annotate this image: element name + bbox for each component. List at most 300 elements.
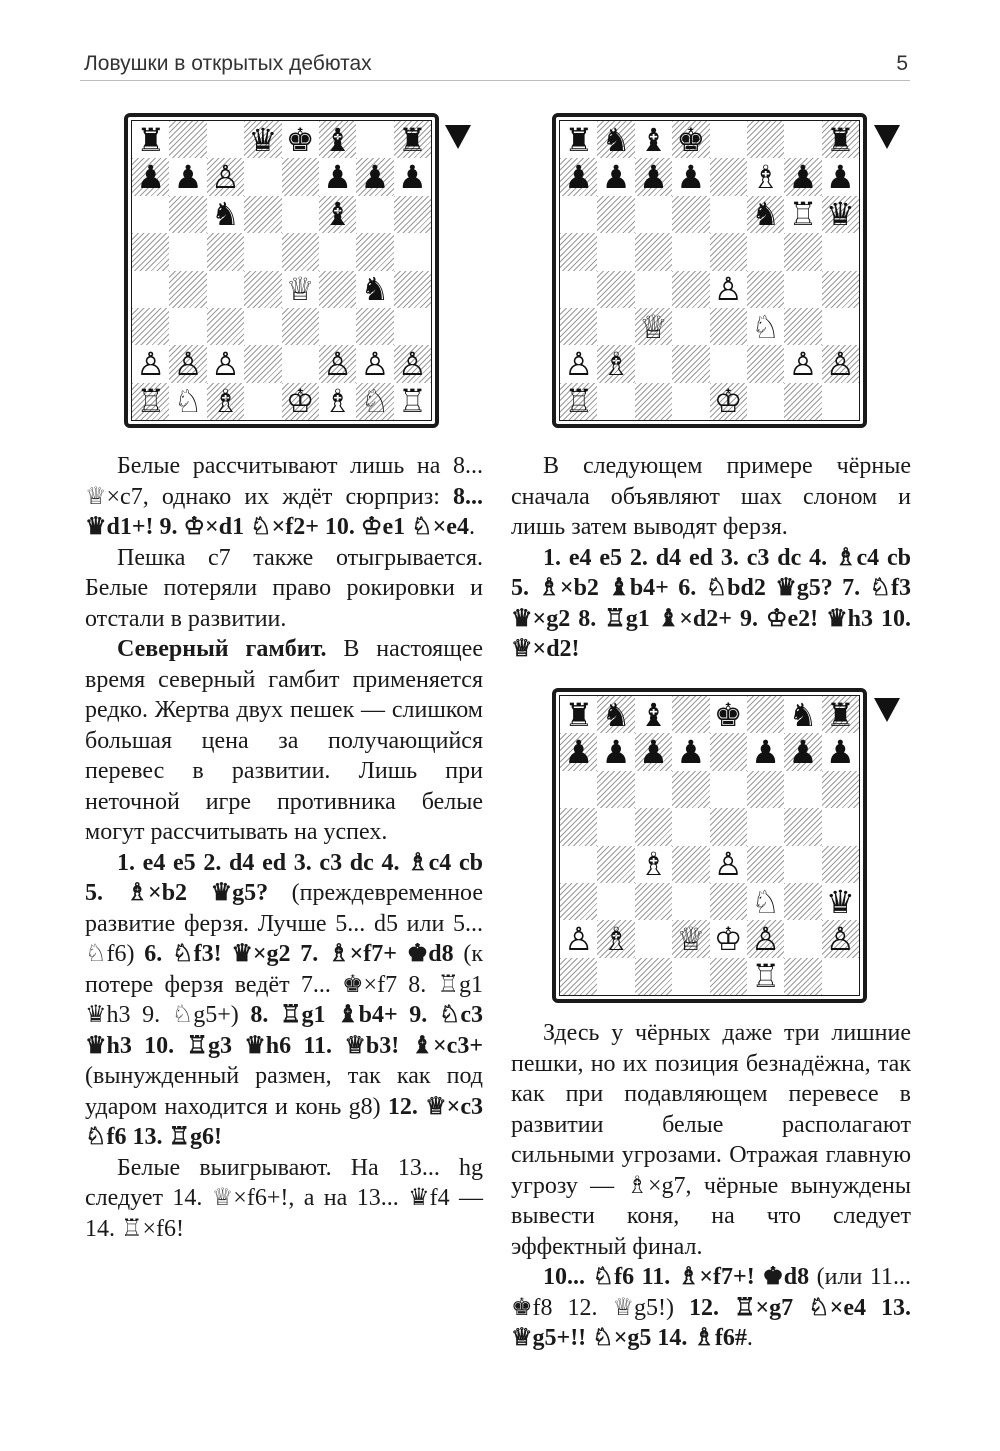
white-pawn-icon: ♙ [751,920,780,958]
square-h4 [822,846,859,883]
square-g3 [784,308,821,345]
text-run: В следующем примере чёрные сначала объявляют шах слоном и лишь затем выводят ферзя. [511,453,911,540]
square-b8 [597,696,634,733]
white-pawn-icon: ♙ [323,345,352,383]
black-pawn-icon: ♟ [601,733,631,771]
square-f4 [319,271,356,308]
black-pawn-icon: ♟ [825,733,855,771]
square-e6 [710,771,747,808]
black-to-move-icon [874,698,900,722]
square-b5 [169,233,206,270]
square-c3 [635,308,672,345]
move-notation: 8. ♖g1 ♝b4+ 9. ♘c3 ♛h3 10. ♖g3 ♛h6 11. ♕b3! ♝×c3+ [85,1002,483,1059]
square-g8 [784,696,821,733]
square-e6 [710,196,747,233]
square-e8 [710,121,747,158]
white-rook-icon: ♖ [788,195,818,234]
square-e8 [710,696,747,733]
square-f7 [319,158,356,195]
square-d6 [672,196,709,233]
text-run: . [468,514,475,540]
black-pawn-icon: ♟ [173,158,203,196]
square-c8 [635,121,672,158]
square-c7 [635,158,672,195]
square-b8 [597,121,634,158]
square-a5 [560,808,597,845]
square-d2 [672,345,709,382]
square-e5 [282,233,319,270]
square-g7 [784,158,821,195]
black-rook-icon: ♜ [825,121,855,159]
square-h7 [394,158,431,195]
text-run: Пешка c7 также отыгрывается. Белые потеряли право рокировки и отстали в развитии. [85,544,483,632]
chess-diagram-2 [552,113,867,428]
square-e4 [710,846,747,883]
white-knight-icon: ♘ [173,382,203,420]
square-h2 [822,345,859,382]
square-d7 [672,733,709,770]
black-knight-icon: ♞ [751,195,780,234]
black-pawn-icon: ♟ [564,733,594,771]
white-queen-icon: ♕ [285,270,315,308]
board-grid [559,695,860,996]
square-f4 [747,271,784,308]
square-h6 [822,771,859,808]
square-f3 [319,308,356,345]
square-b4 [597,846,634,883]
square-d4 [672,271,709,308]
square-c5 [635,808,672,845]
black-rook-icon: ♜ [397,121,427,159]
square-a6 [132,196,169,233]
white-knight-icon: ♘ [751,882,780,921]
black-pawn-icon: ♟ [601,158,631,196]
square-f8 [747,121,784,158]
square-b1 [597,958,634,995]
white-knight-icon: ♘ [751,307,780,346]
square-a8 [560,121,597,158]
square-e3 [282,308,319,345]
square-c4 [635,271,672,308]
square-h3 [822,883,859,920]
square-f1 [747,958,784,995]
chess-diagram-3 [552,688,867,1003]
black-pawn-icon: ♟ [323,158,352,196]
square-d3 [672,883,709,920]
white-king-icon: ♔ [713,382,743,420]
square-c1 [635,383,672,420]
square-d7 [244,158,281,195]
square-e5 [710,808,747,845]
square-g8 [356,121,393,158]
square-g6 [784,196,821,233]
black-pawn-icon: ♟ [564,158,594,196]
square-g4 [356,271,393,308]
black-pawn-icon: ♟ [676,733,706,771]
white-pawn-icon: ♙ [564,920,594,958]
page-header [80,46,910,81]
square-g6 [784,771,821,808]
square-e1 [710,383,747,420]
black-rook-icon: ♜ [136,121,166,159]
square-f7 [747,733,784,770]
square-a1 [132,383,169,420]
square-c5 [207,233,244,270]
square-b8 [169,121,206,158]
square-f5 [747,808,784,845]
black-pawn-icon: ♟ [788,733,818,771]
square-a6 [560,771,597,808]
square-b7 [597,158,634,195]
black-pawn-icon: ♟ [136,158,166,196]
square-g7 [784,733,821,770]
paragraph [85,634,483,848]
text-run: (вынужденный размен, так как под ударом находится и конь g8) [85,1063,483,1120]
square-f6 [747,771,784,808]
square-d8 [672,121,709,158]
square-f7 [747,158,784,195]
square-b4 [169,271,206,308]
paragraph [511,543,911,665]
black-to-move-icon [874,125,900,149]
square-a1 [560,958,597,995]
square-g3 [356,308,393,345]
move-notation: 12. ♖×g7 ♘×e4 13. ♕g5+!! ♘×g5 14. ♗f6# [511,1294,911,1351]
square-d8 [244,121,281,158]
square-g6 [356,196,393,233]
square-e3 [710,308,747,345]
white-queen-icon: ♕ [676,920,706,958]
square-d1 [672,383,709,420]
black-bishop-icon: ♝ [639,696,668,734]
paragraph [85,543,483,635]
move-notation: 12. ♕×c3 ♘f6 13. ♖g6! [85,1093,483,1150]
square-d5 [244,233,281,270]
square-e5 [710,233,747,270]
square-f8 [319,121,356,158]
paragraph [511,1262,911,1354]
right-column-top-text [511,451,911,665]
square-c7 [635,733,672,770]
square-f1 [319,383,356,420]
square-d3 [672,308,709,345]
square-g2 [784,345,821,382]
square-b2 [169,345,206,382]
square-a5 [132,233,169,270]
white-pawn-icon: ♙ [825,345,855,383]
white-king-icon: ♔ [285,382,315,420]
square-c7 [207,158,244,195]
white-rook-icon: ♖ [136,382,166,420]
square-b5 [597,233,634,270]
square-b2 [597,920,634,957]
black-rook-icon: ♜ [564,696,594,734]
white-pawn-icon: ♙ [136,345,166,383]
white-bishop-icon: ♗ [323,382,352,420]
square-e7 [710,158,747,195]
square-h5 [394,233,431,270]
move-notation: Северный гамбит. [117,636,327,662]
square-c3 [635,883,672,920]
square-g2 [784,920,821,957]
square-f8 [747,696,784,733]
square-e2 [710,345,747,382]
square-a8 [560,696,597,733]
square-d3 [244,308,281,345]
square-d2 [672,920,709,957]
square-c2 [635,920,672,957]
white-bishop-icon: ♗ [751,158,780,196]
white-pawn-icon: ♙ [825,920,855,958]
black-knight-icon: ♞ [360,270,390,308]
square-f4 [747,846,784,883]
white-queen-icon: ♕ [639,307,668,346]
square-a6 [560,196,597,233]
move-notation: 10... ♘f6 11. ♗×f7+! ♚d8 [543,1264,810,1290]
white-rook-icon: ♖ [751,957,780,995]
white-pawn-icon: ♙ [713,270,743,308]
paragraph [85,1153,483,1245]
square-h5 [822,808,859,845]
square-h4 [394,271,431,308]
black-bishop-icon: ♝ [323,195,352,234]
black-knight-icon: ♞ [601,121,631,159]
white-rook-icon: ♖ [397,382,427,420]
black-rook-icon: ♜ [564,121,594,159]
square-d1 [244,383,281,420]
black-rook-icon: ♜ [825,696,855,734]
square-e4 [710,271,747,308]
square-h5 [822,233,859,270]
square-g2 [356,345,393,382]
black-king-icon: ♚ [713,696,743,734]
black-knight-icon: ♞ [211,195,240,234]
square-h1 [394,383,431,420]
page-number: 5 [896,52,908,75]
square-e1 [710,958,747,995]
white-pawn-icon: ♙ [360,345,390,383]
square-a7 [560,733,597,770]
square-a2 [132,345,169,382]
square-h1 [822,383,859,420]
square-a4 [560,846,597,883]
black-knight-icon: ♞ [788,696,818,734]
square-f2 [747,920,784,957]
square-d1 [672,958,709,995]
black-queen-icon: ♛ [825,195,855,234]
square-a1 [560,383,597,420]
square-a7 [132,158,169,195]
square-b1 [169,383,206,420]
black-king-icon: ♚ [676,121,706,159]
black-pawn-icon: ♟ [397,158,427,196]
square-d4 [672,846,709,883]
square-h2 [822,920,859,957]
square-c8 [207,121,244,158]
square-c1 [207,383,244,420]
move-notation: 6. ♘f3! ♛×g2 7. ♗×f7+ ♚d8 [144,941,454,967]
square-a2 [560,920,597,957]
square-b5 [597,808,634,845]
black-queen-icon: ♛ [825,882,855,921]
white-rook-icon: ♖ [564,382,594,420]
square-h3 [822,308,859,345]
white-pawn-icon: ♙ [173,345,203,383]
square-b6 [597,771,634,808]
square-a4 [560,271,597,308]
move-notation: 1. e4 e5 2. d4 ed 3. c3 dc 4. ♗c4 cb 5. ♗×b2 ♛g5? [85,849,483,906]
square-g5 [784,808,821,845]
white-pawn-icon: ♙ [564,345,594,383]
white-bishop-icon: ♗ [211,382,240,420]
square-a3 [560,308,597,345]
square-b7 [169,158,206,195]
square-c6 [207,196,244,233]
square-e2 [282,345,319,382]
square-f1 [747,383,784,420]
square-g8 [784,121,821,158]
white-bishop-icon: ♗ [639,845,668,883]
black-knight-icon: ♞ [601,696,631,734]
square-b1 [597,383,634,420]
black-pawn-icon: ♟ [676,158,706,196]
white-king-icon: ♔ [713,920,743,958]
white-knight-icon: ♘ [360,382,390,420]
white-bishop-icon: ♗ [601,345,631,383]
board-grid [559,120,860,421]
square-h4 [822,271,859,308]
black-pawn-icon: ♟ [825,158,855,196]
text-run: В настоящее время северный гамбит применяется редко. Жертва двух пешек — слишком большая цена за получающийся перевес в развитии. Лишь при неточной игре противника белые могут рассчитывать на успех. [85,636,483,845]
square-a3 [132,308,169,345]
square-g4 [784,271,821,308]
black-pawn-icon: ♟ [639,733,668,771]
square-d5 [672,233,709,270]
square-g5 [784,233,821,270]
square-d8 [672,696,709,733]
black-pawn-icon: ♟ [788,158,818,196]
square-d4 [244,271,281,308]
square-a3 [560,883,597,920]
square-f2 [319,345,356,382]
paragraph [511,1018,911,1262]
black-queen-icon: ♛ [248,121,278,159]
square-c8 [635,696,672,733]
square-d6 [244,196,281,233]
black-pawn-icon: ♟ [751,733,780,771]
square-e1 [282,383,319,420]
square-d5 [672,808,709,845]
text-run: Белые выигрывают. На 13... hg следует 14. ♕×f6+!, а на 13... ♛f4 — 14. ♖×f6! [85,1154,483,1242]
black-bishop-icon: ♝ [639,121,668,159]
square-a4 [132,271,169,308]
text-run: . [746,1325,753,1351]
black-pawn-icon: ♟ [360,158,390,196]
text-run: Белые рассчитывают лишь на 8... ♕×c7, однако их ждёт сюрприз: [85,453,483,510]
square-h8 [394,121,431,158]
square-a5 [560,233,597,270]
square-c6 [635,196,672,233]
square-e3 [710,883,747,920]
square-f2 [747,345,784,382]
text-run: (преждевременное развитие ферзя. Лучше 5... d5 или 5... ♘f6) [85,880,483,967]
square-a2 [560,345,597,382]
paragraph [85,451,483,543]
square-e6 [282,196,319,233]
board-grid [131,120,432,421]
square-c4 [635,846,672,883]
square-g7 [356,158,393,195]
square-c5 [635,233,672,270]
black-bishop-icon: ♝ [323,121,352,159]
square-b6 [169,196,206,233]
square-g3 [784,883,821,920]
square-g5 [356,233,393,270]
square-f3 [747,883,784,920]
square-h8 [822,121,859,158]
square-h1 [822,958,859,995]
square-a8 [132,121,169,158]
square-b3 [597,883,634,920]
left-column-text [85,451,483,1244]
paragraph [511,451,911,543]
square-h3 [394,308,431,345]
square-f3 [747,308,784,345]
square-g1 [356,383,393,420]
square-f6 [319,196,356,233]
square-b3 [169,308,206,345]
square-g4 [784,846,821,883]
square-h2 [394,345,431,382]
square-b2 [597,345,634,382]
square-h6 [394,196,431,233]
text-run: (или 11... ♚f8 12. ♕g5!) [511,1264,911,1321]
square-b4 [597,271,634,308]
square-d7 [672,158,709,195]
square-c3 [207,308,244,345]
square-h6 [822,196,859,233]
square-e7 [710,733,747,770]
white-bishop-icon: ♗ [601,920,631,958]
square-e7 [282,158,319,195]
square-d6 [672,771,709,808]
square-b3 [597,308,634,345]
square-e8 [282,121,319,158]
square-e4 [282,271,319,308]
square-g1 [784,383,821,420]
square-f5 [319,233,356,270]
text-run: Здесь у чёрных даже три лишние пешки, но их позиция безнадёжна, так как при подавляющем перевесе в развитии белые располагают сильными угрозами. Отражая главную угрозу — ♗×g7, чёрные вынуждены вывести коня, на что следует эффектный финал. [511,1020,911,1260]
right-column-bottom-text [511,1018,911,1354]
square-h7 [822,733,859,770]
white-pawn-icon: ♙ [713,845,743,883]
square-h7 [822,158,859,195]
square-c1 [635,958,672,995]
square-c4 [207,271,244,308]
white-pawn-icon: ♙ [397,345,427,383]
square-b6 [597,196,634,233]
square-c2 [635,345,672,382]
square-c6 [635,771,672,808]
square-a7 [560,158,597,195]
square-d2 [244,345,281,382]
white-pawn-icon: ♙ [788,345,818,383]
square-f5 [747,233,784,270]
move-notation: 8... ♛d1+! 9. ♔×d1 ♘×f2+ 10. ♔e1 ♘×e4 [85,483,483,540]
square-g1 [784,958,821,995]
white-pawn-icon: ♙ [211,345,240,383]
move-notation: 1. e4 e5 2. d4 ed 3. c3 dc 4. ♗c4 cb 5. ♗×b2 ♝b4+ 6. ♘bd2 ♛g5? 7. ♘f3 ♛×g2 8. ♖g1 ♝×d2+ 9. ♔e2! ♛h3 10. ♕×d2! [511,544,911,662]
